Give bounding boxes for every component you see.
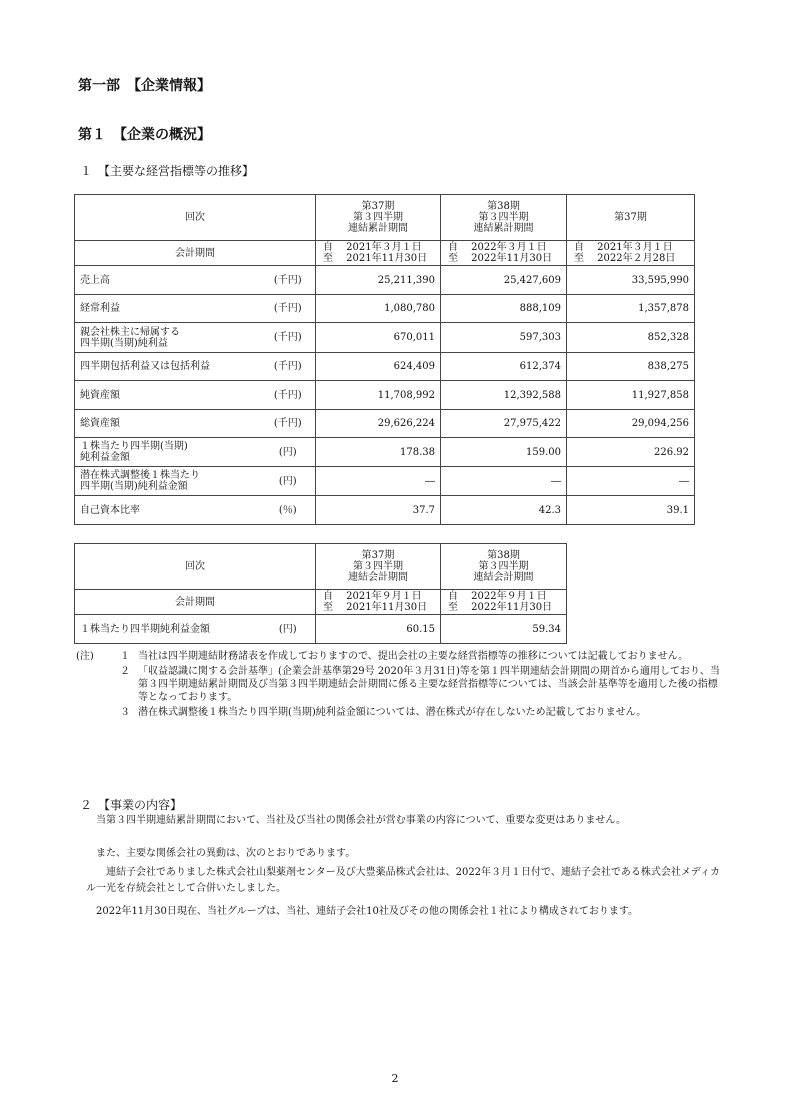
period-cell: 自 2022年９月１日 至 2022年11月30日 bbox=[441, 590, 567, 615]
table-row: 親会社株主に帰属する 四半期(当期)純利益 (千円) 670,011 597,303 852,328 bbox=[75, 323, 695, 353]
note-item: ２ 「収益認識に関する会計基準」(企業会計基準第29号 2020年３月31日)等を第１四半期連結会計期間の期首から適用しており、当第３四半期連結累計期間及び当第３四半期連結会計期間に係る主要な経営指標等については、当該会計基準等を適用した後の指標等となっております。 bbox=[120, 666, 720, 703]
period-cell: 自 2021年３月１日 至 2022年２月28日 bbox=[567, 241, 695, 266]
paragraph: また、主要な関係会社の異動は、次のとおりであります。 bbox=[96, 848, 356, 859]
paragraph: 当第３四半期連結累計期間において、当社及び当社の関係会社が営む事業の内容について、重要な変更はありません。 bbox=[96, 815, 626, 826]
notes bbox=[76, 650, 726, 721]
period-cell: 自 2021年３月１日 至 2021年11月30日 bbox=[316, 241, 441, 266]
table-row: 経常利益 (千円) 1,080,780 888,109 1,357,878 bbox=[75, 295, 695, 323]
period-cell: 自 2021年９月１日 至 2021年11月30日 bbox=[316, 590, 441, 615]
table-row: 純資産額 (千円) 11,708,992 12,392,588 11,927,858 bbox=[75, 381, 695, 410]
table-row: 自己資本比率 (％) 37.7 42.3 39.1 bbox=[75, 496, 695, 525]
section-title: 第１ 【企業の概況】 bbox=[78, 127, 211, 143]
period-label: 会計期間 bbox=[75, 241, 316, 266]
column-header: 第37期 第３四半期 連結累計期間 bbox=[316, 195, 441, 241]
table-row: 四半期包括利益又は包括利益 (千円) 624,409 612,374 838,275 bbox=[75, 353, 695, 381]
table-row: １株当たり四半期純利益金額 (円) 60.15 59.34 bbox=[75, 615, 567, 644]
column-header: 第37期 bbox=[567, 195, 695, 241]
note-item: ３ 潜在株式調整後１株当たり四半期(当期)純利益金額については、潜在株式が存在しないため記載しておりません。 bbox=[120, 707, 647, 718]
header-label: 回次 bbox=[75, 195, 316, 241]
paragraph: 連結子会社でありました株式会社山梨薬剤センター及び大豊薬品株式会社は、2022年３月１日付で、連結子会社である株式会社メディカル一光を存続会社として合併いたしました。 bbox=[86, 867, 721, 894]
notes-label: (注) bbox=[76, 651, 94, 662]
table-row: 売上高 (千円) 25,211,390 25,427,609 33,595,990 bbox=[75, 266, 695, 295]
period-row bbox=[75, 590, 567, 615]
subsection-title-business: ２ 【事業の内容】 bbox=[80, 798, 183, 812]
note-item: (注) １ 当社は四半期連結財務諸表を作成しておりますので、提出会社の主要な経営指標等の推移については記載しておりません。 bbox=[76, 651, 689, 662]
table-header-row bbox=[75, 544, 567, 590]
page-number: 2 bbox=[391, 1072, 399, 1085]
column-header: 第38期 第３四半期 連結会計期間 bbox=[441, 544, 567, 590]
quarter-eps-table bbox=[74, 543, 567, 644]
table-row: １株当たり四半期(当期) 純利益金額 (円) 178.38 159.00 226.92 bbox=[75, 438, 695, 467]
table-header-row bbox=[75, 195, 695, 241]
table-row: 潜在株式調整後１株当たり 四半期(当期)純利益金額 (円) ― ― ― bbox=[75, 467, 695, 496]
header-label: 回次 bbox=[75, 544, 316, 590]
indicators-table bbox=[74, 194, 695, 525]
part-title: 第一部 【企業情報】 bbox=[78, 78, 211, 94]
paragraph: 2022年11月30日現在、当社グループは、当社、連結子会社10社及びその他の関係会社１社により構成されております。 bbox=[96, 906, 639, 917]
column-header: 第38期 第３四半期 連結累計期間 bbox=[441, 195, 567, 241]
period-label: 会計期間 bbox=[75, 590, 316, 615]
table-row: 総資産額 (千円) 29,626,224 27,975,422 29,094,256 bbox=[75, 410, 695, 438]
column-header: 第37期 第３四半期 連結会計期間 bbox=[316, 544, 441, 590]
period-row bbox=[75, 241, 695, 266]
subsection-title-indicators: １ 【主要な経営指標等の推移】 bbox=[80, 164, 255, 178]
period-cell: 自 2022年３月１日 至 2022年11月30日 bbox=[441, 241, 567, 266]
